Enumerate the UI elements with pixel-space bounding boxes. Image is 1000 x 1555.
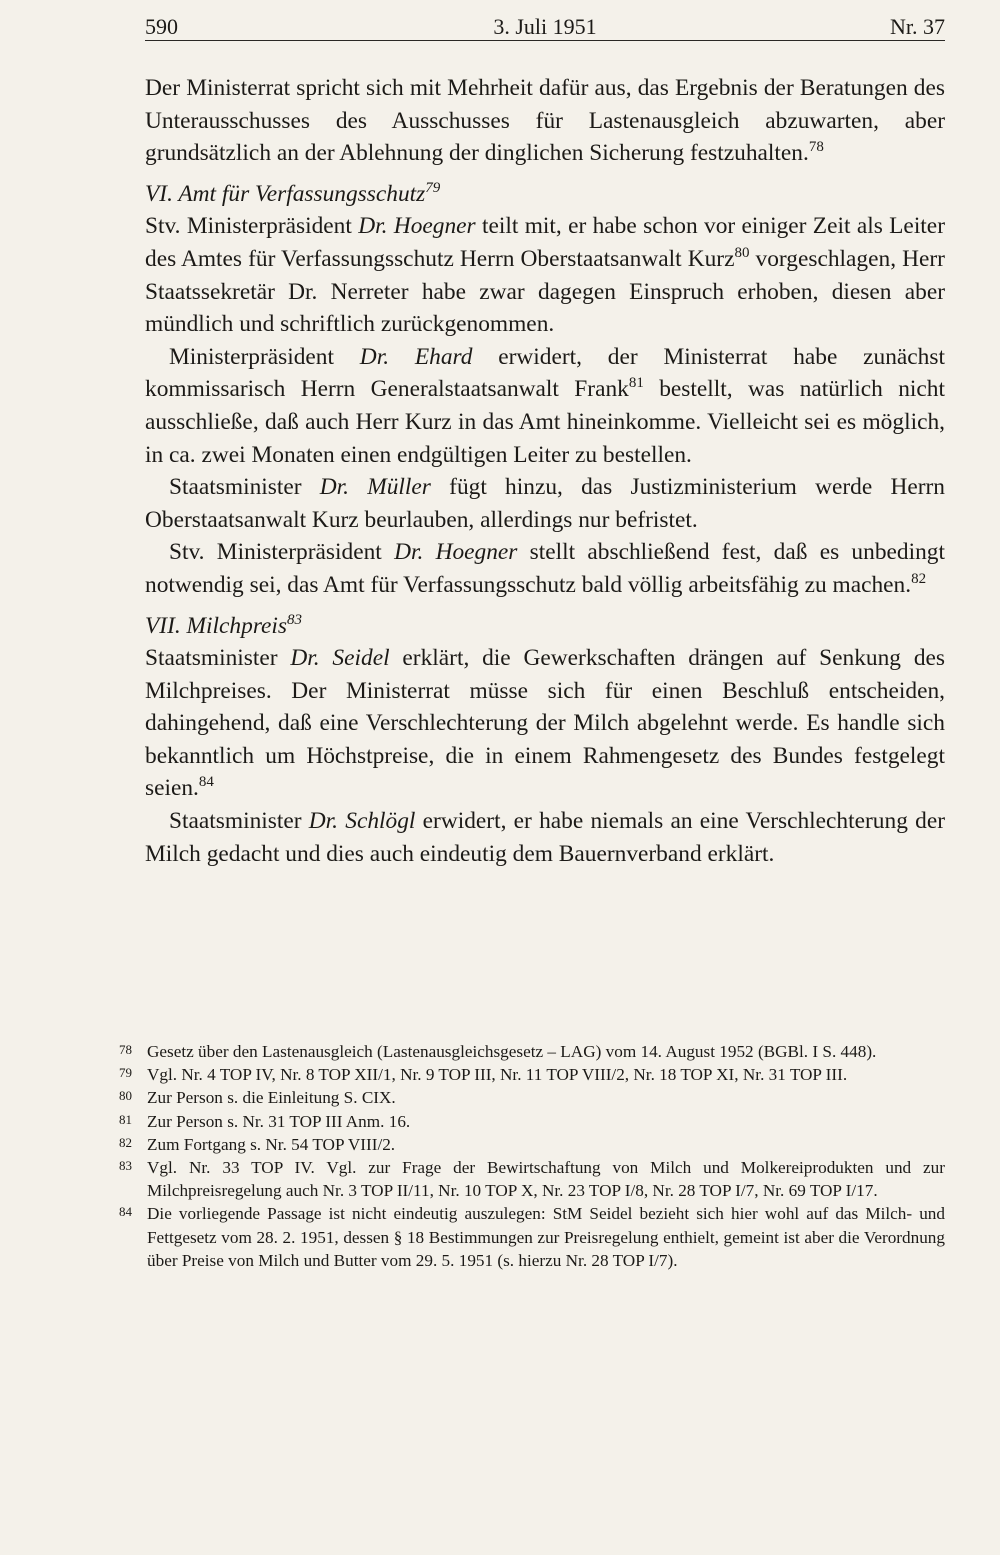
section-heading-vii: VII. Milchpreis$^{83}$ <box>145 611 303 639</box>
footnote-ref: 83 <box>287 611 303 628</box>
section-heading-vi: VI. Amt für Verfassungsschutz$^{79}$ <box>145 179 441 207</box>
footnote-number: 83 <box>119 1158 132 1174</box>
speaker-name: Dr. Ehard <box>359 343 473 370</box>
footnote-text: Zur Person s. Nr. 31 TOP III Anm. 16. <box>147 1111 411 1131</box>
footnote <box>119 1202 945 1272</box>
paragraph-seidel: Staatsminister Dr. Seidel erklärt, die Gewerkschaften drängen auf Senkung des Milchpreises. Der Ministerrat müsse sich für einen Beschluß entscheiden, dahingehend, daß eine Verschlechterung der Milch abgelehnt werde. Es handle sich bekanntlich um Höchstpreise, die in einem Rahmengesetz des Bundes festgelegt seien.$^{84}$ <box>145 645 945 802</box>
footnotes <box>119 1040 945 1272</box>
speaker-name: Dr. Seidel <box>290 645 390 672</box>
footnote-ref: 78 <box>808 139 824 156</box>
footnote-text: Vgl. Nr. 33 TOP IV. Vgl. zur Frage der Bewirtschaftung von Milch und Molkereiprodukten und zur Milchpreisregelung auch Nr. 3 TOP II/11, Nr. 10 TOP X, Nr. 23 TOP I/8, Nr. 28 TOP I/7, Nr. 69 TOP I/17. <box>147 1158 945 1201</box>
footnote-text: Vgl. Nr. 4 TOP IV, Nr. 8 TOP XII/1, Nr. 9 TOP III, Nr. 11 TOP VIII/2, Nr. 18 TOP XI, Nr. 31 TOP III. <box>147 1065 848 1085</box>
paragraph-resolution: Der Ministerrat spricht sich mit Mehrheit dafür aus, das Ergebnis der Beratungen des Unterausschusses des Ausschusses für Lastenausgleich abzuwarten, aber grundsätzlich an der Ablehnung der dinglichen Sicherung festzuhalten.$^{78}$ <box>145 75 945 167</box>
paragraph-hoegner-1: Stv. Ministerpräsident Dr. Hoegner teilt mit, er habe schon vor einiger Zeit als Leiter des Amtes für Verfassungsschutz Herrn Oberstaatsanwalt Kurz$^{80}$ vorgeschlagen, Herr Staatssekretär Dr. Nerreter habe zwar dagegen Einspruch erhoben, diesen aber mündlich und schriftlich zurückgenommen. <box>145 213 945 338</box>
footnote <box>119 1110 945 1133</box>
footnote-number: 82 <box>119 1134 132 1150</box>
footnote <box>119 1063 945 1086</box>
footnote-number: 84 <box>119 1204 132 1220</box>
footnote-number: 80 <box>119 1088 132 1104</box>
footnote-ref: 81 <box>628 375 644 392</box>
footnote <box>119 1156 945 1202</box>
footnote <box>119 1133 945 1156</box>
footnote-number: 78 <box>119 1042 132 1057</box>
speaker-name: Dr. Hoegner <box>394 539 518 566</box>
paragraph-mueller: Staatsminister Dr. Müller fügt hinzu, das Justizministerium werde Herrn Oberstaatsanwalt Kurz beurlauben, allerdings nur befristet. <box>145 474 945 533</box>
footnote-text: Gesetz über den Lastenausgleich (Lastenausgleichsgesetz – LAG) vom 14. August 1952 (BGBl. I S. 448). <box>147 1042 877 1061</box>
footnote-ref: 80 <box>734 244 750 261</box>
speaker-name: Dr. Müller <box>319 474 431 501</box>
page-number: 590 <box>145 14 178 39</box>
footnote-text: Zur Person s. die Einleitung S. CIX. <box>147 1088 396 1108</box>
footnote-ref: 82 <box>911 570 927 587</box>
speaker-name: Dr. Schlögl <box>308 808 416 835</box>
footnote-text: Die vorliegende Passage ist nicht eindeutig auszulegen: StM Seidel bezieht sich hier wohl auf das Milch- und Fettgesetz vom 28. 2. 1951, dessen § 18 Bestimmungen zur Preisregelung enthielt, gemeint ist aber die Verordnung über Preise von Milch und Butter vom 29. 5. 1951 (s. hierzu Nr. 28 TOP I/7). <box>147 1204 945 1270</box>
footnote-text: Zum Fortgang s. Nr. 54 TOP VIII/2. <box>147 1134 396 1154</box>
paragraph-schloegl: Staatsminister Dr. Schlögl erwidert, er habe niemals an eine Verschlechterung der Milch gedacht und dies auch eindeutig dem Bauernverband erklärt. <box>145 808 945 867</box>
paragraph-ehard: Ministerpräsident Dr. Ehard erwidert, der Ministerrat habe zunächst kommissarisch Herrn Generalstaatsanwalt Frank$^{81}$ bestellt, was natürlich nicht ausschließe, daß auch Herr Kurz in das Amt hineinkomme. Vielleicht sei es möglich, in ca. zwei Monaten einen endgültigen Leiter zu bestellen. <box>145 343 945 468</box>
footnote <box>119 1086 945 1109</box>
issue-number: Nr. 37 <box>890 14 945 39</box>
footnote-ref: 79 <box>425 179 441 196</box>
speaker-name: Dr. Hoegner <box>358 213 476 240</box>
footnote-number: 79 <box>119 1065 132 1081</box>
footnote-ref: 84 <box>198 774 214 791</box>
running-header <box>145 10 945 41</box>
paragraph-hoegner-2: Stv. Ministerpräsident Dr. Hoegner stellt abschließend fest, daß es unbedingt notwendig sei, das Amt für Verfassungsschutz bald völlig arbeitsfähig zu machen.$^{82}$ <box>145 539 945 598</box>
footnote-number: 81 <box>119 1111 132 1127</box>
main-text <box>145 72 945 870</box>
footnote <box>119 1040 945 1063</box>
header-date: 3. Juli 1951 <box>493 14 597 39</box>
